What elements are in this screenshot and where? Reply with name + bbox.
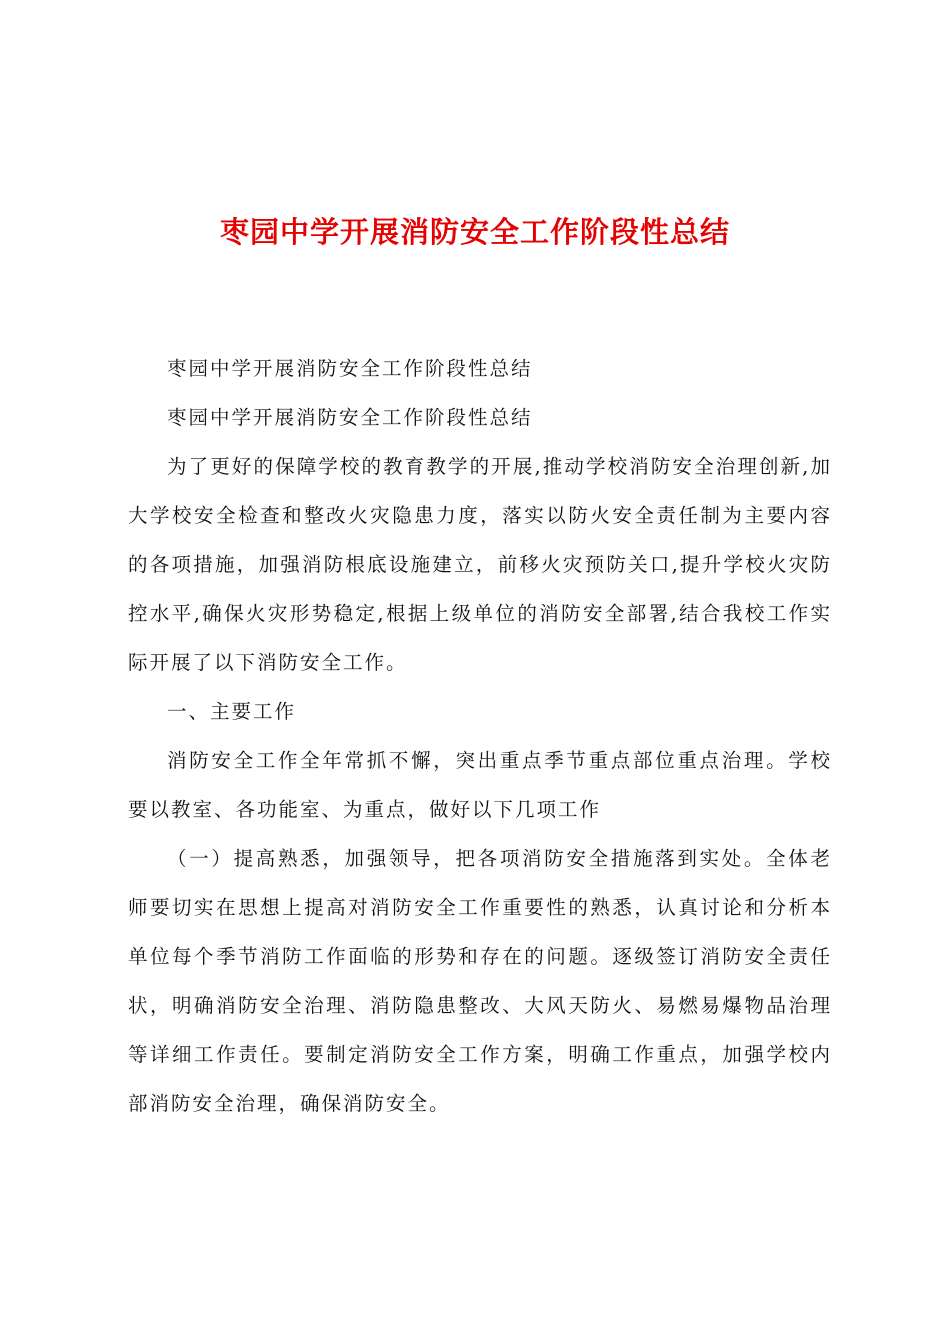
document-body [128,344,832,1128]
paragraph-item-one: （一）提高熟悉，加强领导，把各项消防安全措施落到实处。全体老师要切实在思想上提高对消防安全工作重要性的熟悉，认真讨论和分析本单位每个季节消防工作面临的形势和存在的问题。逐级签订消防安全责任状，明确消防安全治理、消防隐患整改、大风天防火、易燃易爆物品治理等详细工作责任。要制定消防安全工作方案，明确工作重点，加强学校内部消防安全治理，确保消防安全。 [128,847,832,1115]
paragraph-subtitle-1: 枣园中学开展消防安全工作阶段性总结 [167,357,533,380]
paragraph-subtitle-2: 枣园中学开展消防安全工作阶段性总结 [167,406,533,429]
section-heading-main-work: 一、主要工作 [167,700,297,723]
document-title: 枣园中学开展消防安全工作阶段性总结 [219,215,730,249]
paragraph-introduction: 为了更好的保障学校的教育教学的开展,推动学校消防安全治理创新,加大学校安全检查和整改火灾隐患力度，落实以防火安全责任制为主要内容的各项措施，加强消防根底设施建立，前移火灾预防关口,提升学校火灾防控水平,确保火灾形势稳定,根据上级单位的消防安全部署,结合我校工作实际开展了以下消防安全工作。 [128,455,832,674]
paragraph-main-work: 消防安全工作全年常抓不懈，突出重点季节重点部位重点治理。学校要以教室、各功能室、为重点，做好以下几项工作 [128,749,832,821]
